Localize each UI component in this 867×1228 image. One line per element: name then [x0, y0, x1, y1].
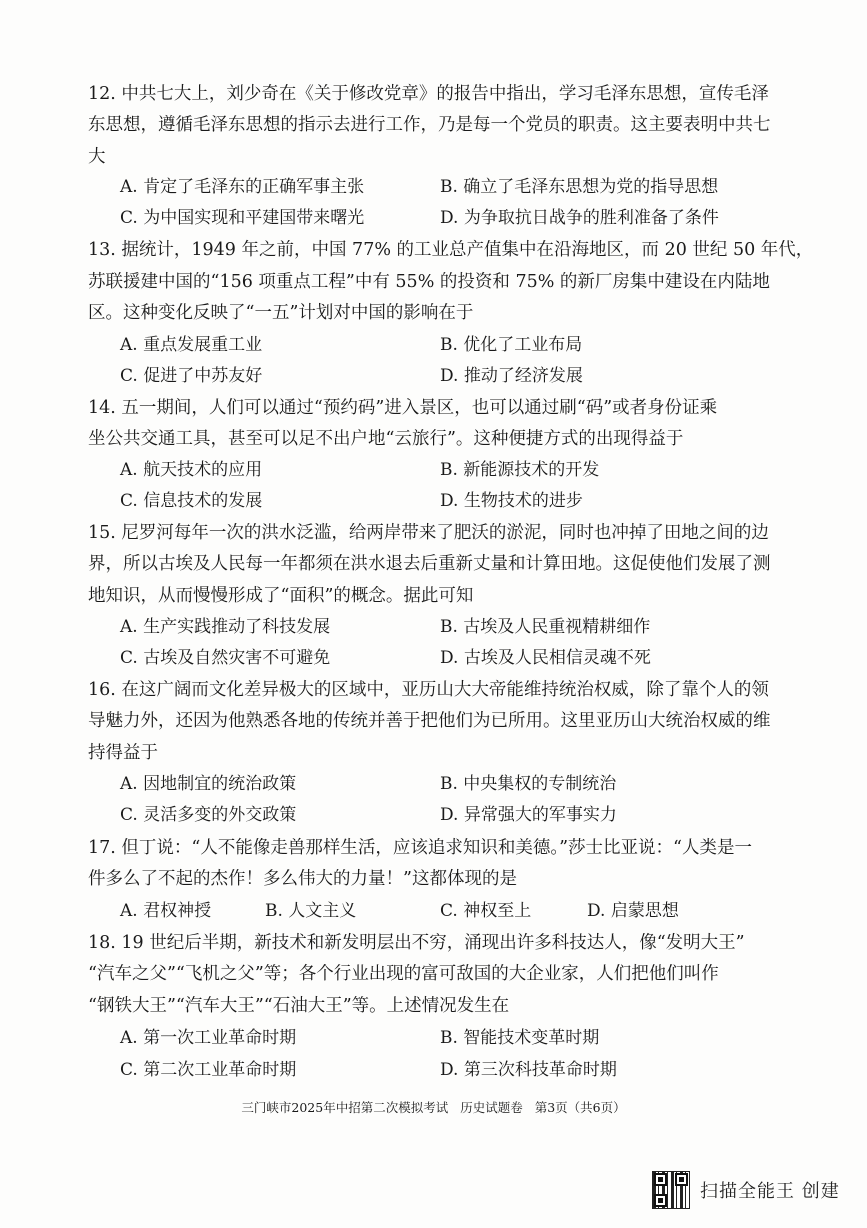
option-d: D. 生物技术的进步: [440, 491, 583, 511]
option-a: A. 第一次工业革命时期: [120, 1028, 297, 1048]
option-b: B. 人文主义: [265, 901, 357, 921]
option-b: B. 确立了毛泽东思想为党的指导思想: [440, 177, 719, 197]
question-text-line: 持得益于: [88, 743, 158, 763]
option-b: B. 古埃及人民重视精耕细作: [440, 617, 651, 637]
question-text-line: 导魅力外，还因为他熟悉各地的传统并善于把他们为已所用。这里亚历山大统治权威的维: [88, 711, 771, 731]
question-text-line: “钢铁大王”“汽车大王”“石油大王”等。上述情况发生在: [88, 996, 510, 1016]
option-c: C. 促进了中苏友好: [120, 366, 263, 386]
footer-page-number: 第3页（共6页）: [534, 1100, 626, 1115]
qr-code-icon: [652, 1171, 690, 1209]
question-text-line: 苏联援建中国的“156 项重点工程”中有 55% 的投资和 75% 的新厂房集中建设在内陆地: [88, 272, 770, 292]
question-text-line: 16. 在这广阔而文化差异极大的区域中，亚历山大大帝能维持统治权威，除了靠个人的领: [88, 680, 769, 700]
watermark-text: 扫描全能王 创建: [700, 1181, 840, 1202]
option-b: B. 优化了工业布局: [440, 335, 583, 355]
option-b: B. 中央集权的专制统治: [440, 774, 617, 794]
option-c: C. 为中国实现和平建国带来曙光: [120, 208, 365, 228]
question-text-line: 14. 五一期间，人们可以通过“预约码”进入景区，也可以通过刷“码”或者身份证乘: [88, 398, 718, 418]
option-d: D. 古埃及人民相信灵魂不死: [440, 648, 651, 668]
option-a: A. 生产实践推动了科技发展: [120, 617, 331, 637]
option-a: A. 航天技术的应用: [120, 460, 263, 480]
footer-exam-name: 三门峡市2025年中招第二次模拟考试: [241, 1100, 449, 1115]
option-c: C. 信息技术的发展: [120, 491, 263, 511]
option-c: C. 神权至上: [440, 901, 532, 921]
question-text-line: 17. 但丁说：“人不能像走兽那样生活，应该追求知识和美德。”莎士比亚说：“人类是一: [88, 838, 752, 858]
question-text-line: 件多么了不起的杰作！多么伟大的力量！”这都体现的是: [88, 869, 517, 889]
option-b: B. 新能源技术的开发: [440, 460, 600, 480]
option-a: A. 君权神授: [120, 901, 212, 921]
question-text-line: 13. 据统计，1949 年之前，中国 77% 的工业总产值集中在沿海地区，而 20 世纪 50 年代，: [88, 240, 814, 260]
question-text-line: 18. 19 世纪后半期，新技术和新发明层出不穷，涌现出许多科技达人，像“发明大王”: [88, 933, 745, 953]
question-text-line: 区。这种变化反映了“一五”计划对中国的影响在于: [88, 303, 474, 323]
question-text-line: 界，所以古埃及人民每一年都须在洪水退去后重新丈量和计算田地。这促使他们发展了测: [88, 554, 771, 574]
option-d: D. 推动了经济发展: [440, 366, 583, 386]
page-footer: [0, 1098, 867, 1116]
option-c: C. 古埃及自然灾害不可避免: [120, 648, 331, 668]
question-text-line: 坐公共交通工具，甚至可以足不出户地“云旅行”。这种便捷方式的出现得益于: [88, 429, 684, 449]
option-b: B. 智能技术变革时期: [440, 1028, 600, 1048]
question-text-line: “汽车之父”“飞机之父”等；各个行业出现的富可敌国的大企业家，人们把他们叫作: [88, 964, 719, 984]
option-d: D. 第三次科技革命时期: [440, 1060, 617, 1080]
option-a: A. 因地制宜的统治政策: [120, 774, 297, 794]
option-d: D. 启蒙思想: [587, 901, 679, 921]
footer-subject: 历史试题卷: [460, 1100, 523, 1115]
scanner-watermark: [652, 1170, 840, 1210]
option-a: A. 重点发展重工业: [120, 335, 263, 355]
option-a: A. 肯定了毛泽东的正确军事主张: [120, 177, 365, 197]
question-text-line: 大: [88, 147, 106, 167]
option-c: C. 灵活多变的外交政策: [120, 805, 297, 825]
question-text-line: 15. 尼罗河每年一次的洪水泛滥，给两岸带来了肥沃的淤泥，同时也冲掉了田地之间的边: [88, 523, 769, 543]
option-d: D. 异常强大的军事实力: [440, 805, 617, 825]
option-d: D. 为争取抗日战争的胜利准备了条件: [440, 208, 719, 228]
question-text-line: 东思想，遵循毛泽东思想的指示去进行工作，乃是每一个党员的职责。这主要表明中共七: [88, 115, 771, 135]
option-c: C. 第二次工业革命时期: [120, 1060, 297, 1080]
question-text-line: 地知识，从而慢慢形成了“面积”的概念。据此可知: [88, 586, 474, 606]
question-text-line: 12. 中共七大上，刘少奇在《关于修改党章》的报告中指出，学习毛泽东思想，宣传毛泽: [88, 84, 769, 104]
